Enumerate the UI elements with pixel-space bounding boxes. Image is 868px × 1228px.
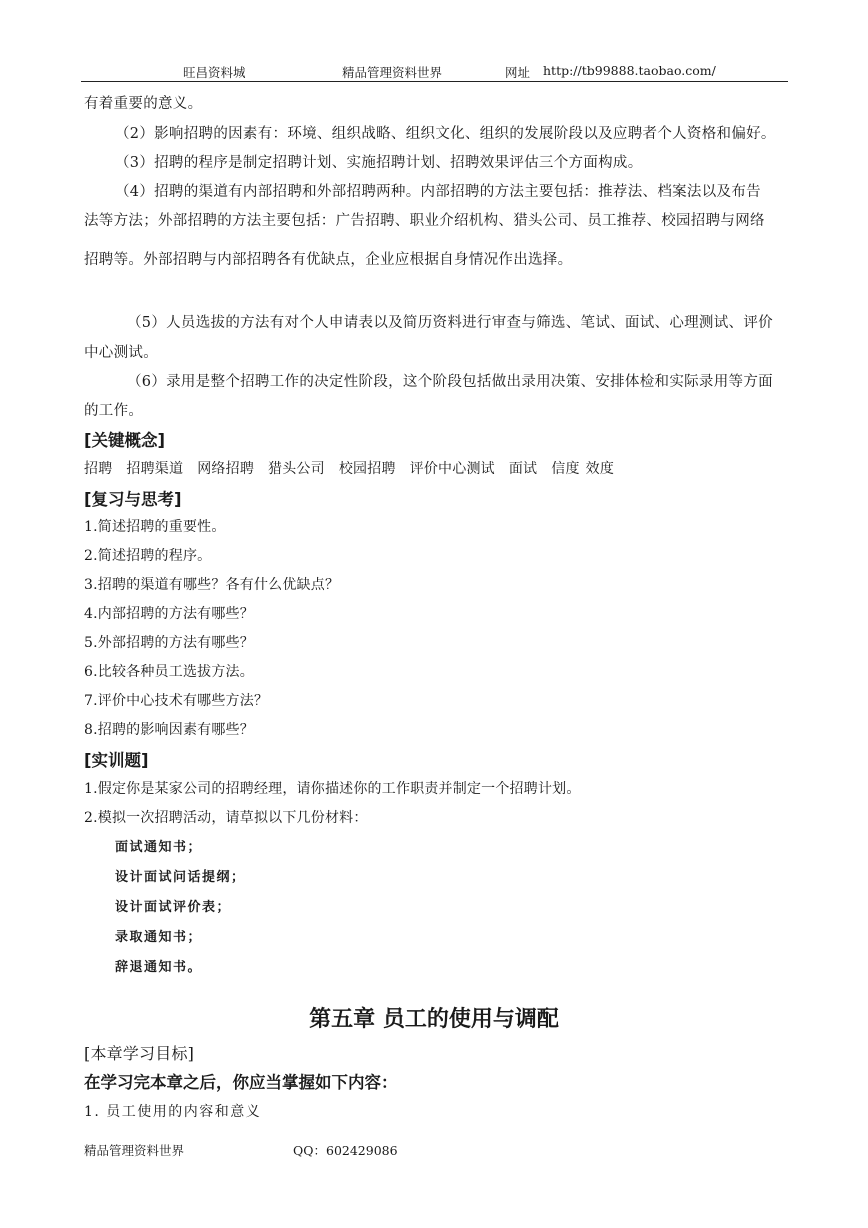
key-concept-term: 评价中心测试	[409, 461, 495, 477]
key-concept-term: 面试	[508, 461, 538, 477]
key-concept-term: 招聘渠道	[126, 461, 184, 477]
key-concept-term: 校园招聘	[338, 461, 396, 477]
review-item: 1.简述招聘的重要性。	[84, 519, 226, 535]
practice-item: 2.模拟一次招聘活动，请草拟以下几份材料：	[84, 810, 368, 826]
review-item: 8.招聘的影响因素有哪些？	[84, 722, 254, 738]
review-item: 4.内部招聘的方法有哪些？	[84, 606, 254, 622]
practice-heading: [实训题]	[84, 751, 149, 770]
key-concept-term: 效度	[585, 461, 615, 477]
review-item: 3.招聘的渠道有哪些？各有什么优缺点？	[84, 577, 340, 593]
practice-material: 设计面试评价表；	[115, 900, 232, 915]
paragraph-channels-line2: 法等方法；外部招聘的方法主要包括：广告招聘、职业介绍机构、猎头公司、员工推荐、校园招聘与网络	[84, 213, 765, 229]
review-item: 6.比较各种员工选拔方法。	[84, 664, 254, 680]
key-concepts-heading: [关键概念]	[84, 431, 166, 450]
header-site-label: 网址	[505, 65, 531, 80]
paragraph-channels-line3: 招聘等。外部招聘与内部招聘各有优缺点，企业应根据自身情况作出选择。	[84, 252, 573, 268]
header-shop-name: 旺昌资料城	[183, 65, 246, 80]
chapter-title: 第五章 员工的使用与调配	[309, 1007, 559, 1032]
review-item: 2.简述招聘的程序。	[84, 548, 212, 564]
header-divider	[81, 81, 788, 82]
key-concept-term: 猎头公司	[268, 461, 325, 477]
paragraph-channels-line1: （4）招聘的渠道有内部招聘和外部招聘两种。内部招聘的方法主要包括：推荐法、档案法以及布告	[115, 184, 761, 200]
header-world-name: 精品管理资料世界	[342, 65, 443, 80]
paragraph-procedure: （3）招聘的程序是制定招聘计划、实施招聘计划、招聘效果评估三个方面构成。	[115, 155, 643, 171]
paragraph-selection-line2: 中心测试。	[84, 345, 158, 361]
key-concepts-list	[84, 458, 628, 478]
objectives-heading: [本章学习目标]	[84, 1044, 195, 1063]
paragraph-intro-tail: 有着重要的意义。	[84, 96, 203, 112]
practice-material: 设计面试问话提纲；	[115, 870, 246, 885]
review-item: 5.外部招聘的方法有哪些？	[84, 635, 254, 651]
objectives-lead: 在学习完本章之后，你应当掌握如下内容：	[84, 1073, 398, 1092]
practice-material: 录取通知书；	[115, 930, 203, 945]
objective-item: 1. 员工使用的内容和意义	[84, 1104, 262, 1120]
key-concept-term: 信度	[551, 461, 580, 477]
paragraph-hiring-line1: （6）录用是整个招聘工作的决定性阶段，这个阶段包括做出录用决策、安排体检和实际录用等方面	[127, 374, 773, 390]
paragraph-selection-line1: （5）人员选拔的方法有对个人申请表以及简历资料进行审查与筛选、笔试、面试、心理测试、评价	[127, 315, 773, 331]
paragraph-factors: （2）影响招聘的因素有：环境、组织战略、组织文化、组织的发展阶段以及应聘者个人资格和偏好。	[115, 126, 776, 142]
key-concept-term: 招聘	[84, 461, 113, 477]
practice-item: 1.假定你是某家公司的招聘经理，请你描述你的工作职责并制定一个招聘计划。	[84, 781, 581, 797]
paragraph-hiring-line2: 的工作。	[84, 403, 144, 419]
practice-material: 面试通知书；	[115, 840, 203, 855]
practice-material: 辞退通知书。	[115, 960, 203, 975]
footer-world-name: 精品管理资料世界	[84, 1143, 185, 1158]
review-item: 7.评价中心技术有哪些方法？	[84, 693, 269, 709]
header-url[interactable]: http://tb99888.taobao.com/	[543, 63, 716, 78]
key-concept-term: 网络招聘	[197, 461, 255, 477]
footer-qq: QQ：602429086	[293, 1143, 398, 1158]
review-heading: [复习与思考]	[84, 490, 182, 509]
